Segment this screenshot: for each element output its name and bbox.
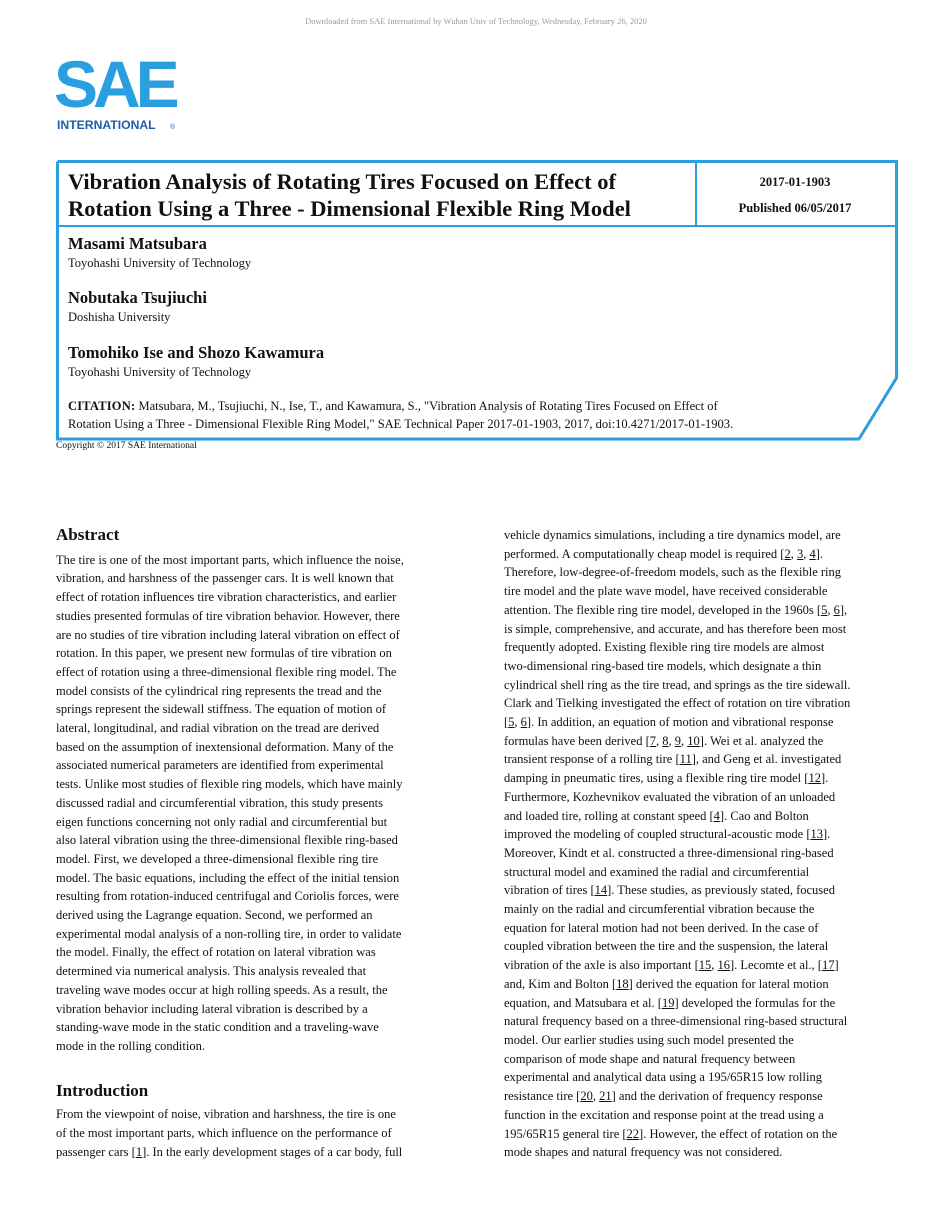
- sae-logo-mark: [56, 55, 178, 133]
- abstract-line: resulting from rotation-induced centrifugal and Coriolis forces, were: [56, 889, 399, 904]
- introduction-heading: Introduction: [56, 1080, 149, 1100]
- author-affiliation: Toyohashi University of Technology: [68, 256, 252, 270]
- reference-link[interactable]: 19: [661, 995, 675, 1010]
- body-line: experimental and analytical data using a 195/65R15 low rolling: [504, 1070, 822, 1085]
- abstract-line: model consists of the cylindrical ring represents the tread and the: [56, 683, 382, 698]
- body-line: equation for lateral motion had not been derived. In the case of: [504, 920, 819, 935]
- reference-link[interactable]: 2: [784, 546, 791, 561]
- reference-link[interactable]: 8: [662, 733, 669, 748]
- copyright-notice: Copyright © 2017 SAE International: [56, 441, 197, 451]
- body-line: vibration of tires [14]. These studies, as previously stated, focused: [504, 883, 835, 898]
- published-date: Published 06/05/2017: [738, 201, 852, 215]
- reference-link[interactable]: 4: [809, 546, 816, 561]
- reference-link[interactable]: 10: [687, 733, 700, 748]
- abstract-line: determined via numerical analysis. This analysis revealed that: [56, 964, 367, 979]
- reference-link[interactable]: 13: [810, 827, 824, 842]
- abstract-line: model. The basic equations, including the effect of the initial tension: [56, 870, 400, 885]
- intro-line: From the viewpoint of noise, vibration and harshness, the tire is one: [56, 1107, 396, 1122]
- reference-link[interactable]: 21: [599, 1089, 612, 1104]
- body-line: model. Our earlier studies using such model presented the: [504, 1032, 794, 1047]
- author-name: Masami Matsubara: [68, 234, 207, 253]
- body-line: resistance tire [20, 21] and the derivation of frequency response: [504, 1089, 823, 1104]
- reference-link[interactable]: 6: [520, 715, 527, 730]
- author-affiliation: Doshisha University: [68, 310, 171, 324]
- body-line: tire model and the plate wave model, have received considerable: [504, 584, 828, 599]
- abstract-line: mode in the rolling condition.: [56, 1038, 205, 1053]
- body-line: frequently adopted. Existing flexible ring tire models are almost: [504, 640, 825, 655]
- left-column: [56, 525, 446, 1162]
- abstract-line: model. First, we developed a three-dimensional flexible ring tire: [56, 851, 379, 866]
- abstract-body: [56, 551, 446, 1056]
- reference-link[interactable]: 16: [717, 958, 730, 973]
- reference-link[interactable]: 6: [833, 602, 840, 617]
- reference-link[interactable]: 5: [508, 715, 515, 730]
- body-line: improved the modeling of coupled structural-acoustic mode [13].: [504, 827, 831, 842]
- citation-line-2: Rotation Using a Three - Dimensional Flexible Ring Model," SAE Technical Paper 2017-01-1903, 2017, doi:10.4271/2017-01-1903.: [68, 417, 734, 431]
- reference-link[interactable]: 18: [616, 976, 629, 991]
- paper-title-line-2: Rotation Using a Three - Dimensional Flexible Ring Model: [68, 196, 631, 221]
- logo-text: SAE: [56, 55, 175, 121]
- body-line: performed. A computationally cheap model is required [2, 3, 4].: [504, 546, 824, 561]
- reference-link[interactable]: 20: [580, 1089, 593, 1104]
- body-line: formulas have been derived [7, 8, 9, 10]. Wei et al. analyzed the: [504, 733, 824, 748]
- body-line: function in the excitation and response point at the tread using a: [504, 1107, 824, 1122]
- logo-subtext: INTERNATIONAL: [57, 118, 156, 132]
- body-line: and loaded tire, rolling at constant speed [4]. Cao and Bolton: [504, 808, 809, 823]
- abstract-line: tests. Unlike most studies of flexible ring models, which have mainly: [56, 777, 403, 792]
- abstract-line: associated numerical parameters are identified from experimental: [56, 758, 384, 773]
- body-line: and, Kim and Bolton [18] derived the equation for lateral motion: [504, 976, 829, 991]
- body-line: vibration of the axle is also important [15, 16]. Lecomte et al., [17]: [504, 958, 839, 973]
- sae-logo: [56, 55, 178, 133]
- download-notice: Downloaded from SAE International by Wuhan Univ of Technology, Wednesday, February 26, 2020: [305, 16, 647, 26]
- logo-registered-mark: ®: [170, 124, 176, 131]
- introduction-body: [56, 1105, 446, 1161]
- paper-title-line-1: Vibration Analysis of Rotating Tires Focused on Effect of: [68, 169, 616, 194]
- reference-link[interactable]: 11: [679, 752, 692, 767]
- abstract-line: lateral, longitudinal, and radial vibration on the tread are derived: [56, 721, 380, 736]
- body-line: mainly on the radial and circumferential vibration because the: [504, 902, 815, 917]
- abstract-line: standing-wave mode in the static condition and a traveling-wave: [56, 1020, 379, 1035]
- reference-link[interactable]: 4: [713, 808, 720, 823]
- abstract-line: derived using the Lagrange equation. Second, we performed an: [56, 908, 373, 923]
- body-line: natural frequency based on a three-dimensional ring-based structural: [504, 1014, 848, 1029]
- reference-link[interactable]: 5: [821, 602, 828, 617]
- intro-text: ]. In the early development stages of a car body, full: [142, 1144, 403, 1159]
- body-line: transient response of a rolling tire [11], and Geng et al. investigated: [504, 752, 842, 767]
- reference-link[interactable]: 22: [626, 1126, 640, 1141]
- paper-number: 2017-01-1903: [759, 175, 831, 189]
- abstract-line: experimental modal analysis of a non-rolling tire, in order to validate: [56, 926, 402, 941]
- citation-label: CITATION:: [68, 399, 136, 413]
- citation-line-1: [68, 397, 828, 415]
- body-line: Therefore, low-degree-of-freedom models, such as the flexible ring: [504, 565, 842, 580]
- reference-link[interactable]: 12: [808, 771, 821, 786]
- reference-link[interactable]: 14: [594, 883, 608, 898]
- body-line: Clark and Tielking investigated the effect of rotation on tire vibration: [504, 696, 851, 711]
- citation: [68, 397, 828, 433]
- author-affiliation: Toyohashi University of Technology: [68, 365, 252, 379]
- body-line: damping in pneumatic tires, using a flexible ring tire model [12].: [504, 771, 829, 786]
- body-line: attention. The flexible ring tire model, developed in the 1960s [5, 6],: [504, 602, 848, 617]
- abstract-line: also lateral vibration using the three-dimensional flexible ring-based: [56, 833, 398, 848]
- abstract-line: eigen functions concerning not only radial and circumferential but: [56, 814, 388, 829]
- abstract-line: based on the assumption of inextensional deformation. Many of the: [56, 739, 394, 754]
- intro-line: of the most important parts, which influence on the performance of: [56, 1126, 392, 1141]
- reference-link[interactable]: 3: [796, 546, 804, 561]
- abstract-line: rotation. In this paper, we present new formulas of tire vibration on: [56, 646, 392, 661]
- citation-text: Matsubara, M., Tsujiuchi, N., Ise, T., and Kawamura, S., "Vibration Analysis of Rotating Tires Focused on Effect of: [135, 399, 718, 413]
- intro-line: [56, 1143, 446, 1162]
- reference-link[interactable]: 7: [649, 733, 657, 748]
- body-line: vehicle dynamics simulations, including a tire dynamics model, are: [504, 528, 841, 542]
- body-line: Furthermore, Kozhevnikov evaluated the vibration of an unloaded: [504, 789, 836, 804]
- paper-title: [68, 168, 678, 222]
- abstract-line: traveling wave modes occur at high rolling speeds. As a result, the: [56, 982, 388, 997]
- body-line: equation, and Matsubara et al. [19] developed the formulas for the: [504, 995, 836, 1010]
- abstract-line: the model. Finally, the effect of rotation on lateral vibration was: [56, 945, 376, 960]
- body-line: [5, 6]. In addition, an equation of motion and vibrational response: [504, 715, 834, 730]
- body-line: Moreover, Kindt et al. constructed a three-dimensional ring-based: [504, 845, 834, 860]
- abstract-line: discussed radial and circumferential vibration, this study presents: [56, 795, 383, 810]
- body-line: mode shapes and natural frequency was not considered.: [504, 1145, 783, 1160]
- abstract-line: effect of rotation influences tire vibration characteristics, and earlier: [56, 590, 397, 605]
- intro-text: passenger cars [: [56, 1144, 136, 1159]
- abstract-line: vibration behavior including lateral vibration is described by a: [56, 1001, 368, 1016]
- body-line: structural model and examined the radial and circumferential: [504, 864, 810, 879]
- body-line: coupled vibration between the tire and the suspension, the lateral: [504, 939, 829, 954]
- abstract-line: are no studies of tire vibration including lateral vibration on effect of: [56, 627, 400, 642]
- body-line: two-dimensional ring-based tire models, which designate a thin: [504, 658, 822, 673]
- abstract-line: effect of rotation using a three-dimensional flexible ring model. The: [56, 664, 397, 679]
- body-line: comparison of mode shape and natural frequency between: [504, 1051, 796, 1066]
- body-line: is simple, comprehensive, and accurate, and has therefore been most: [504, 621, 847, 636]
- abstract-line: springs represent the sidewall stiffness. The equation of motion of: [56, 702, 387, 717]
- abstract-heading: Abstract: [56, 525, 120, 544]
- reference-link[interactable]: 1: [135, 1144, 143, 1159]
- abstract-line: The tire is one of the most important parts, which influence the noise,: [56, 552, 404, 567]
- body-line: 195/65R15 general tire [22]. However, the effect of rotation on the: [504, 1126, 838, 1141]
- author-name: Nobutaka Tsujiuchi: [68, 288, 207, 307]
- reference-link[interactable]: 9: [674, 733, 682, 748]
- right-column: [504, 526, 896, 1162]
- body-line: cylindrical shell ring as the tire tread, and springs as the tire sidewall.: [504, 677, 851, 692]
- author-name: Tomohiko Ise and Shozo Kawamura: [68, 343, 325, 362]
- reference-link[interactable]: 15: [698, 958, 712, 973]
- abstract-line: studies presented formulas of tire vibration behavior. However, there: [56, 608, 400, 623]
- abstract-line: vibration, and harshness of the passenger cars. It is well known that: [56, 571, 394, 586]
- reference-link[interactable]: 17: [821, 958, 835, 973]
